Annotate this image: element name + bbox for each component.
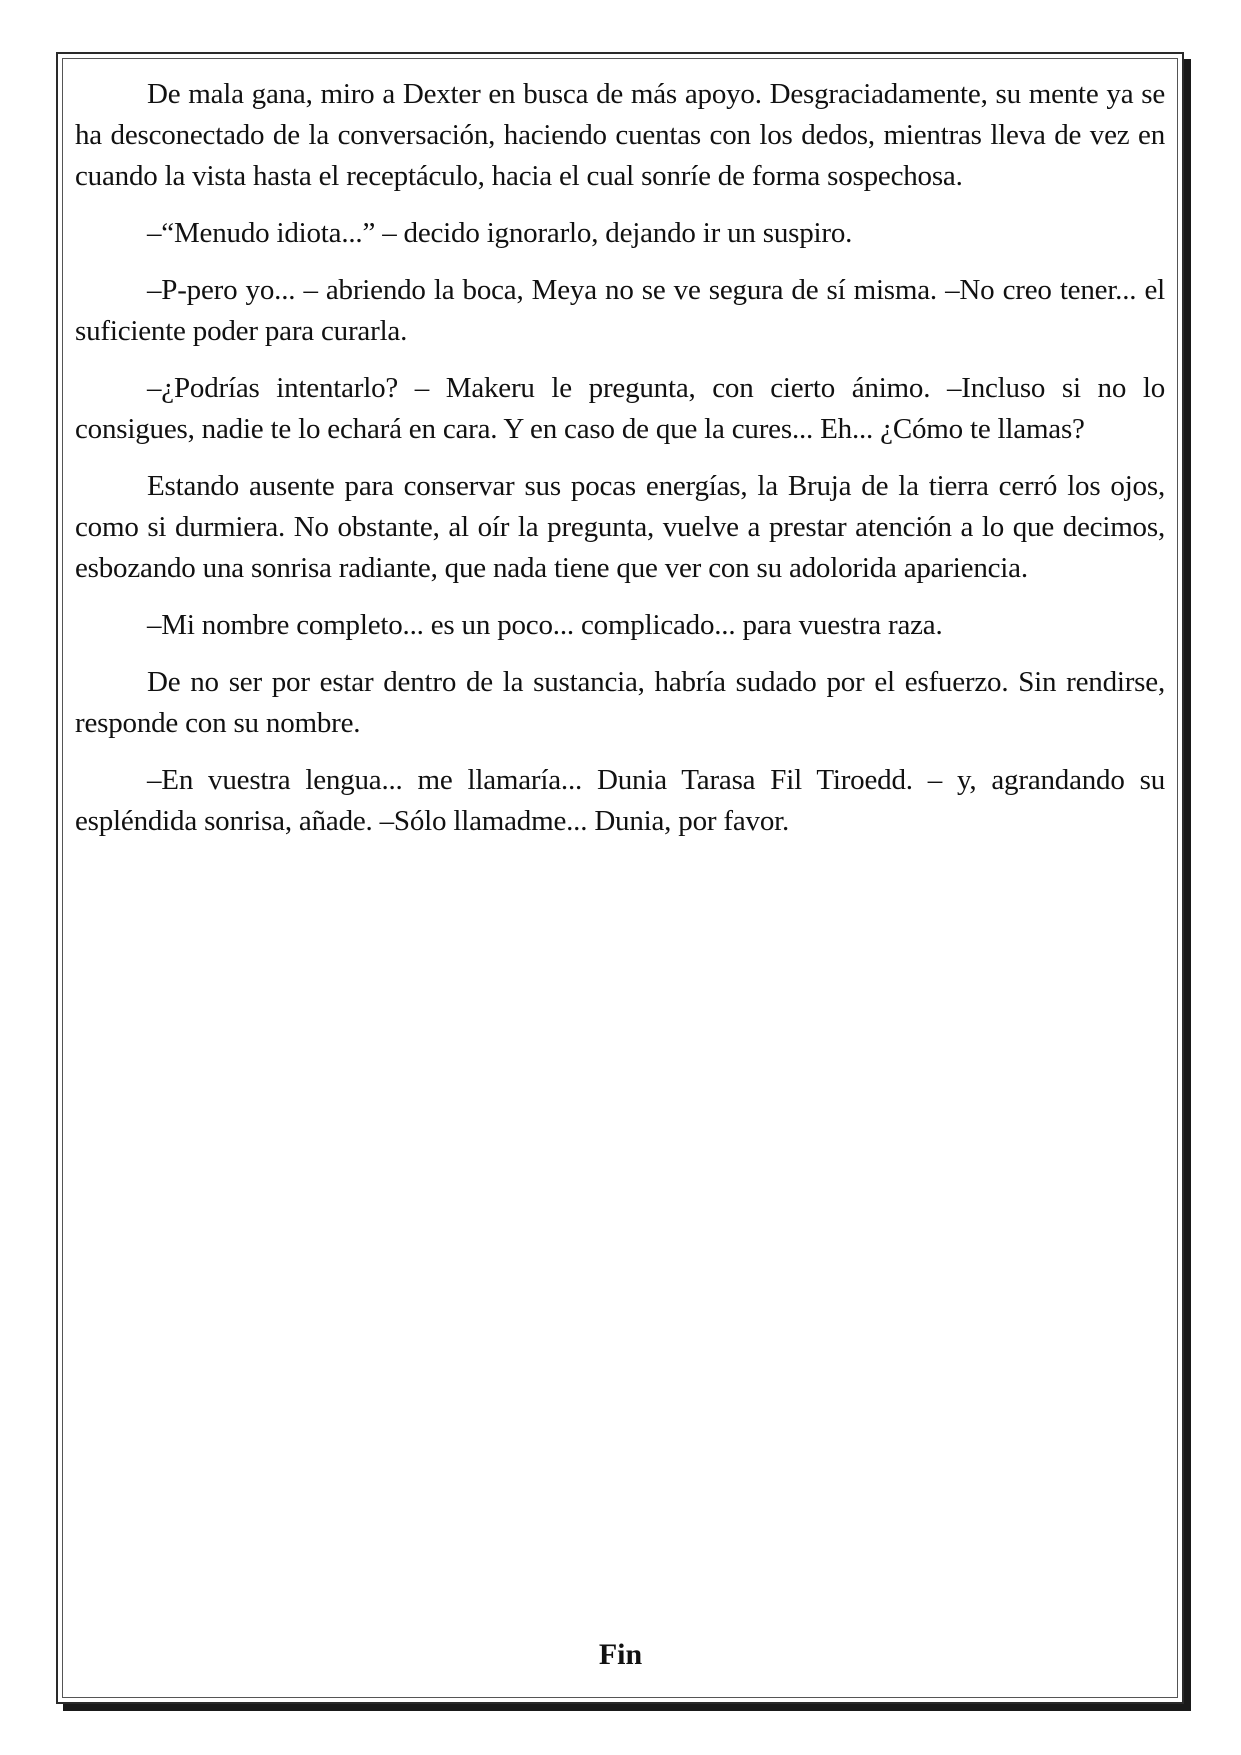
closing-word: Fin xyxy=(598,1638,643,1671)
document-body xyxy=(75,74,1165,858)
paragraph: –“Menudo idiota...” – decido ignorarlo, dejando ir un suspiro. xyxy=(147,217,853,249)
paragraph: De mala gana, miro a Dexter en busca de más apoyo. Desgraciadamente, su mente ya se ha desconectado de la conversación, haciendo cuentas con los dedos, mientras lleva de vez en cuando la vista hasta el receptáculo, hacia el cual sonríe de forma sospechosa. xyxy=(75,78,1165,192)
paragraph: –En vuestra lengua... me llamaría... Dunia Tarasa Fil Tiroedd. – y, agrandando su espléndida sonrisa, añade. –Sólo llamadme... Dunia, por favor. xyxy=(75,764,1165,837)
paragraph: De no ser por estar dentro de la sustancia, habría sudado por el esfuerzo. Sin rendirse, responde con su nombre. xyxy=(75,666,1165,739)
paragraph: –¿Podrías intentarlo? – Makeru le pregunta, con cierto ánimo. –Incluso si no lo consigues, nadie te lo echará en cara. Y en caso de que la cures... Eh... ¿Cómo te llamas? xyxy=(75,372,1165,445)
paragraph: –Mi nombre completo... es un poco... complicado... para vuestra raza. xyxy=(147,609,943,641)
paragraph: –P-pero yo... – abriendo la boca, Meya no se ve segura de sí misma. –No creo tener... el suficiente poder para curarla. xyxy=(75,274,1165,347)
paragraph: Estando ausente para conservar sus pocas energías, la Bruja de la tierra cerró los ojos, como si durmiera. No obstante, al oír la pregunta, vuelve a prestar atención a lo que decimos, esbozando una sonrisa radiante, que nada tiene que ver con su adolorida apariencia. xyxy=(75,470,1165,584)
